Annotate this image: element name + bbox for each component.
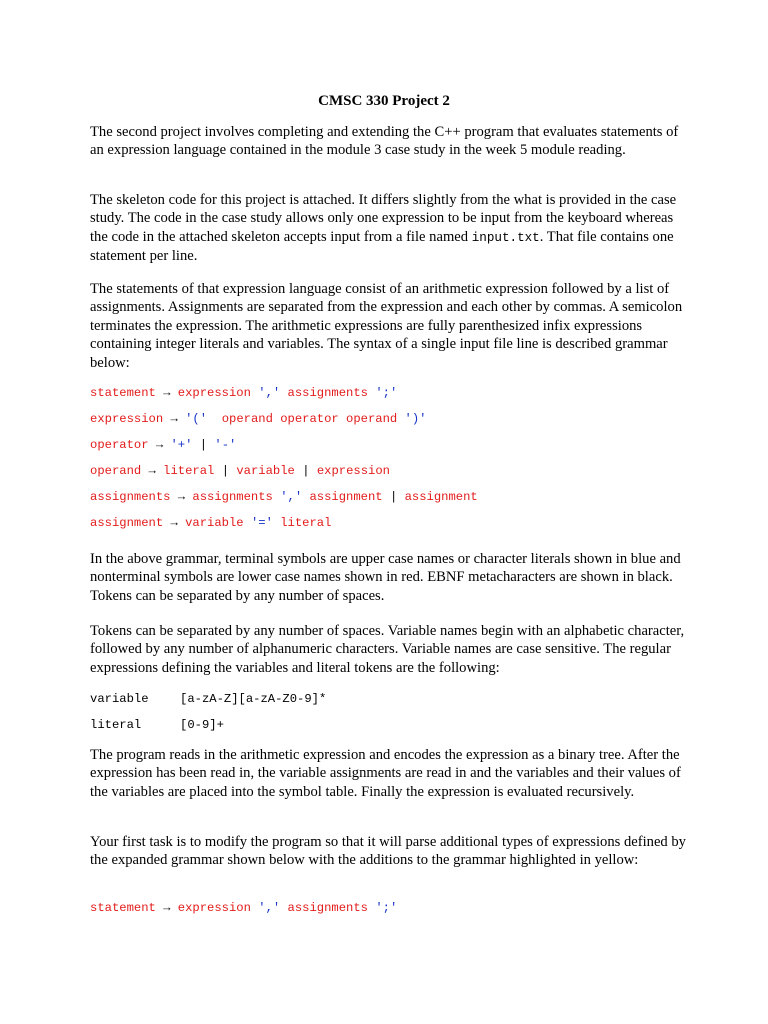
grammar-rule-assignments xyxy=(90,489,710,505)
terminal: ',' xyxy=(280,490,303,504)
regex-pattern: [a-zA-Z][a-zA-Z0-9]* xyxy=(180,692,327,706)
first-task-paragraph: Your first task is to modify the program so that it will parse additional types of expressions defined by the expanded grammar shown below with the additions to the grammar highlighted in yellow: xyxy=(90,834,686,869)
arrow: → xyxy=(141,464,164,478)
grammar-rule-operand xyxy=(90,463,710,479)
nonterminal: operand operator operand xyxy=(221,412,398,426)
arrow: → xyxy=(155,386,178,400)
grammar-legend-paragraph: In the above grammar, terminal symbols are upper case names or character literals shown in blue and nonterminal symbols are lower case names shown in red. EBNF metacharacters are shown in black. Tokens can be separated by any number of spaces. xyxy=(90,551,681,604)
metachar-bar: | xyxy=(221,464,230,478)
skeleton-paragraph xyxy=(90,191,690,266)
metachar-bar: | xyxy=(302,464,310,478)
terminal: '-' xyxy=(214,438,237,452)
rule-lhs: assignment xyxy=(90,516,164,530)
statements-paragraph: The statements of that expression language consist of an arithmetic expression followed by a list of assignments. Assignments are separated from the expression and each other by commas. A semicolon terminates the expression. The arithmetic expressions are fully parenthesized infix expressions containing integer literals and variables. The syntax of a single input file line is described grammar below: xyxy=(90,281,683,371)
arrow: → xyxy=(170,490,193,504)
nonterminal: literal xyxy=(163,464,215,478)
terminal: ';' xyxy=(375,901,398,915)
rule-lhs: statement xyxy=(90,386,156,400)
document-title: CMSC 330 Project 2 xyxy=(318,93,450,109)
skeleton-text-before: The skeleton code for this project is attached. It differs slightly from the what is provided in the case study. The code in the case study allows only one expression to be input from the keyboard whereas the code in the attached skeleton accepts input from a file named xyxy=(90,192,677,245)
regex-name: literal xyxy=(90,718,142,732)
regex-name: variable xyxy=(90,692,149,706)
grammar-rule-operator xyxy=(90,437,710,453)
nonterminal: expression xyxy=(316,464,390,478)
regex-pattern: [0-9]+ xyxy=(180,718,224,732)
grammar2-rule-statement xyxy=(90,900,710,916)
nonterminal: assignments xyxy=(192,490,273,504)
terminal: ';' xyxy=(375,386,398,400)
nonterminal: assignment xyxy=(309,490,383,504)
rule-lhs: operand xyxy=(90,464,142,478)
arrow: → xyxy=(155,901,178,915)
metachar-bar: | xyxy=(389,490,398,504)
metachar-bar: | xyxy=(199,438,208,452)
regex-literal xyxy=(90,717,710,733)
intro-paragraph: The second project involves completing and extending the C++ program that evaluates statements of an expression language contained in the module 3 case study in the week 5 module reading. xyxy=(90,124,679,159)
terminal: '+' xyxy=(170,438,193,452)
input-filename: input.txt xyxy=(471,230,540,245)
nonterminal: literal xyxy=(280,516,332,530)
rule-lhs: operator xyxy=(90,438,149,452)
nonterminal: assignments xyxy=(287,386,368,400)
arrow: → xyxy=(163,412,186,426)
grammar-rule-assignment xyxy=(90,515,710,531)
rule-lhs: assignments xyxy=(90,490,171,504)
tokens-paragraph: Tokens can be separated by any number of spaces. Variable names begin with an alphabetic character, followed by any number of alphanumeric characters. Variable names are case sensitive. The regular expressions defining the variables and literal tokens are the following: xyxy=(90,623,685,676)
nonterminal: variable xyxy=(185,516,244,530)
grammar-rule-statement xyxy=(90,385,710,401)
grammar-rule-expression xyxy=(90,411,710,427)
terminal: ',' xyxy=(258,901,281,915)
terminal: ')' xyxy=(404,412,427,426)
nonterminal: expression xyxy=(177,386,251,400)
arrow: → xyxy=(148,438,171,452)
terminal: ',' xyxy=(258,386,281,400)
regex-variable xyxy=(90,691,710,707)
terminal: '=' xyxy=(250,516,273,530)
rule-lhs: statement xyxy=(90,901,156,915)
nonterminal: variable xyxy=(236,464,295,478)
nonterminal: assignment xyxy=(404,490,478,504)
program-paragraph: The program reads in the arithmetic expression and encodes the expression as a binary tree. After the expression has been read in, the variable assignments are read in and the variables and their values of the variables are placed into the symbol table. Finally the expression is evaluated recursively. xyxy=(90,747,681,800)
arrow: → xyxy=(163,516,186,530)
skeleton-text-after: . That file contains one statement per line. xyxy=(90,228,674,265)
rule-lhs: expression xyxy=(90,412,164,426)
terminal: '(' xyxy=(185,412,208,426)
nonterminal: expression xyxy=(177,901,251,915)
nonterminal: assignments xyxy=(287,901,368,915)
